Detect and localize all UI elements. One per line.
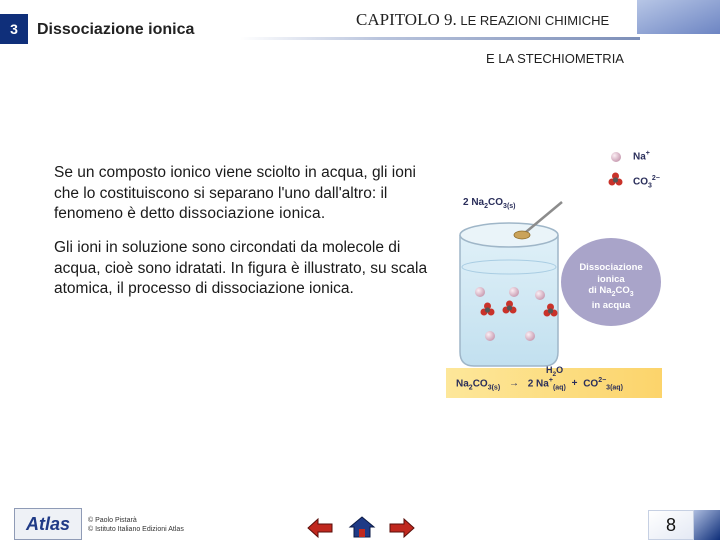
paragraph-definition-text: Se un composto ionico viene sciolto in acqua, gli ioni che lo costituiscono si separano l'uno dall'altro: il fenomeno è detto xyxy=(54,164,416,222)
left-arrow-icon xyxy=(306,517,334,539)
na-ion xyxy=(475,287,485,297)
spoon-powder xyxy=(514,231,530,239)
caption-line-3: di $Na_2CO_3$ xyxy=(588,285,634,298)
caption-line-2: ionica xyxy=(597,273,625,285)
page-corner-decoration xyxy=(690,510,720,540)
chapter-prefix: CAPITOLO 9. xyxy=(356,10,457,29)
legend-carbonate-label: $CO_3^{2-}$ xyxy=(633,175,660,190)
atlas-logo xyxy=(14,508,82,540)
credit-author: © Paolo Pistarà xyxy=(88,517,137,524)
caption-text xyxy=(568,262,654,312)
corner-decoration xyxy=(637,0,720,34)
na-ion xyxy=(535,290,545,300)
na-ion xyxy=(509,287,519,297)
paragraph-definition-end: . xyxy=(320,205,326,222)
legend-na-label: Na+ xyxy=(633,150,650,163)
reactant-label: 2 $Na_2CO_{3(s)}$ xyxy=(463,197,516,210)
next-slide-button[interactable] xyxy=(388,517,416,539)
section-title: Dissociazione ionica xyxy=(37,21,195,38)
credit-publisher: © Istituto Italiano Edizioni Atlas xyxy=(88,526,184,533)
legend-carbonate-icon xyxy=(609,173,623,186)
header-divider xyxy=(240,37,640,40)
caption-line-4: in acqua xyxy=(591,300,631,312)
previous-slide-button[interactable] xyxy=(306,517,334,539)
beaker-rim xyxy=(460,223,558,247)
keyword-dissociazione-ionica: dissociazione ionica xyxy=(178,205,321,222)
legend-na-icon xyxy=(611,152,621,162)
credits xyxy=(88,516,184,534)
chapter-subtitle: E LA STECHIOMETRIA xyxy=(486,51,624,66)
dissociation-figure xyxy=(444,140,666,398)
page-number: 8 xyxy=(648,510,694,540)
home-button[interactable] xyxy=(348,515,376,537)
paragraph-definition xyxy=(54,163,434,225)
right-arrow-icon xyxy=(388,517,416,539)
slide-number-badge: 3 xyxy=(0,14,28,44)
beaker-water xyxy=(460,235,558,366)
dissociation-equation: $Na_2CO_{3(s)} \to 2$ $Na^+_{(aq)} + CO^{2-}_{3(aq)}$ xyxy=(456,377,623,392)
chapter-name: LE REAZIONI CHIMICHE xyxy=(460,13,610,28)
arrow-label-water: $H_2O$ xyxy=(546,365,564,378)
paragraph-hydration: Gli ioni in soluzione sono circondati da molecole di acqua, cioè sono idratati. In figura è illustrato, su scala atomica, il processo di dissociazione ionica. xyxy=(54,239,428,297)
chapter-title xyxy=(356,10,609,30)
atlas-logo-text: Atlas xyxy=(25,513,70,534)
na-ion xyxy=(525,331,535,341)
caption-line-1: Dissociazione xyxy=(579,262,643,273)
home-icon xyxy=(348,515,376,539)
na-ion xyxy=(485,331,495,341)
